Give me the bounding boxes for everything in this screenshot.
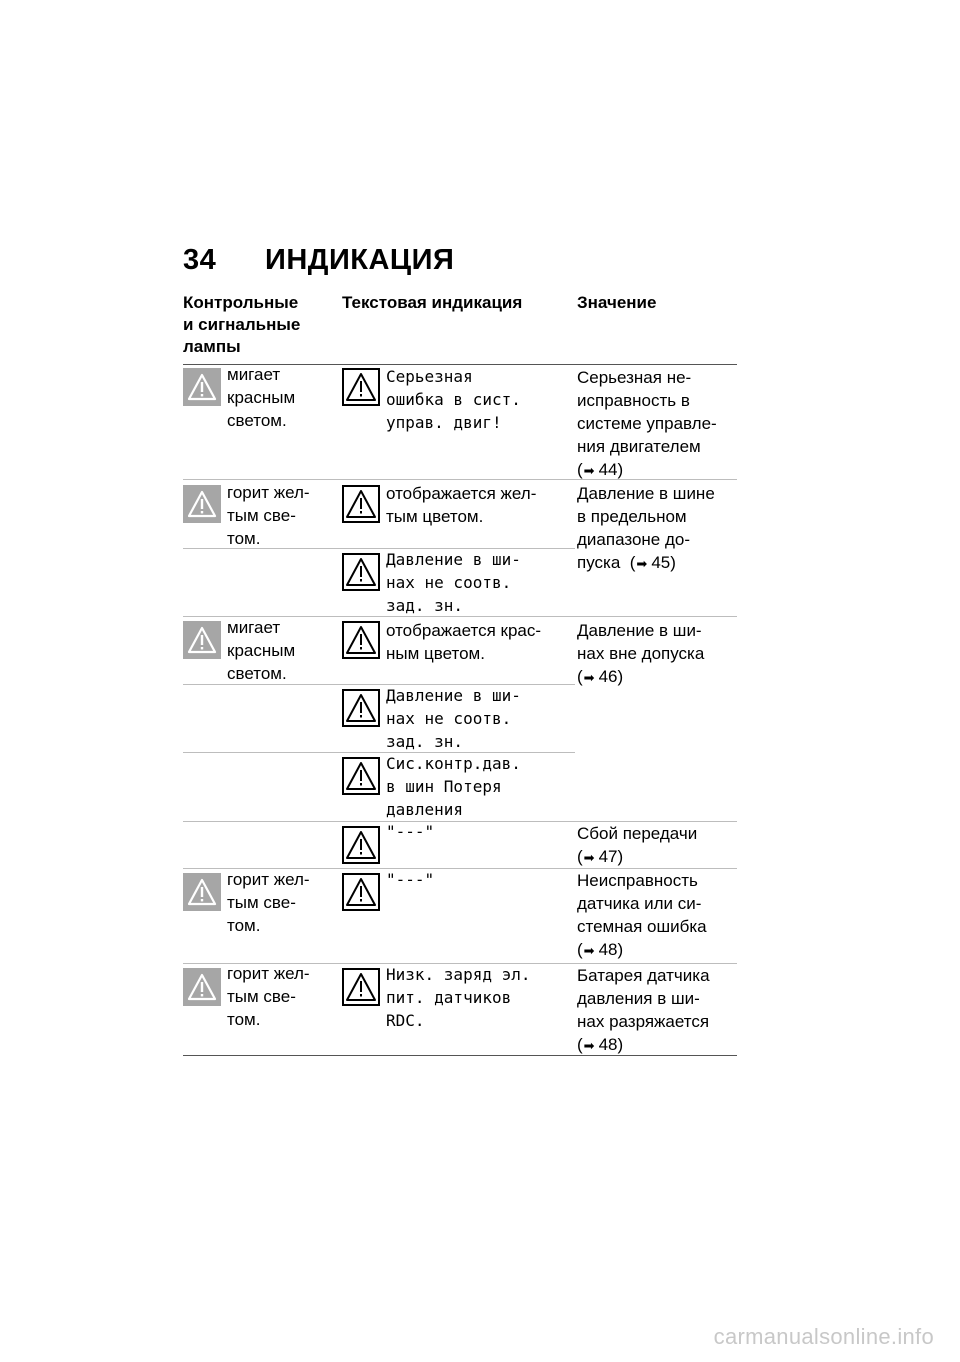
warning-triangle-icon <box>183 368 221 406</box>
warning-triangle-icon <box>342 621 380 659</box>
meaning-text: Давление в шине в предельном диапазоне до- пуска (➡ 45) <box>577 484 715 572</box>
display-message: отображается жел- тым цветом. <box>386 484 537 526</box>
warning-triangle-icon <box>183 485 221 523</box>
lamp-description: горит жел- тым све- том. <box>227 964 310 1029</box>
display-message: Серьезная ошибка в сист. управ. двиг! <box>386 367 521 432</box>
display-message: отображается крас- ным цветом. <box>386 621 542 663</box>
warning-triangle-icon <box>342 368 380 406</box>
meaning-text: Батарея датчика давления в ши- нах разряжается (➡ 48) <box>577 964 710 1057</box>
meaning-text: Давление в ши- нах вне допуска (➡ 46) <box>577 619 704 689</box>
meaning-text: Неисправность датчика или си- стемная ошибка (➡ 48) <box>577 869 707 962</box>
warning-triangle-icon <box>342 968 380 1006</box>
column-header-text: Текстовая индикация <box>342 293 523 312</box>
arrow-right-icon: ➡ <box>583 1038 595 1053</box>
arrow-right-icon: ➡ <box>583 943 595 958</box>
warning-triangle-icon <box>183 873 221 911</box>
column-header-meaning: Значение <box>577 293 657 312</box>
warning-triangle-icon <box>342 689 380 727</box>
display-message: "---" <box>386 870 435 889</box>
page-reference[interactable]: (➡ 44) <box>577 460 624 479</box>
lamp-description: горит жел- тым све- том. <box>227 483 310 548</box>
page-reference[interactable]: (➡ 47) <box>577 847 624 866</box>
warning-triangle-icon <box>342 873 380 911</box>
page-title: ИНДИКАЦИЯ <box>265 244 455 276</box>
arrow-right-icon: ➡ <box>583 850 595 865</box>
lamp-description: мигает красным светом. <box>227 618 296 683</box>
page-reference[interactable]: (➡ 48) <box>577 940 624 959</box>
warning-triangle-icon <box>342 826 380 864</box>
display-message: Давление в ши- нах не соотв. зад. зн. <box>386 686 521 751</box>
warning-triangle-icon <box>183 621 221 659</box>
page-header <box>183 244 454 277</box>
arrow-right-icon: ➡ <box>583 670 595 685</box>
page-number: 34 <box>183 244 217 276</box>
arrow-right-icon: ➡ <box>583 463 595 478</box>
column-header-lamps: Контрольные и сигнальные лампы <box>183 293 301 356</box>
warning-triangle-icon <box>342 757 380 795</box>
lamp-description: горит жел- тым све- том. <box>227 870 310 935</box>
arrow-right-icon: ➡ <box>636 556 648 571</box>
display-message: Низк. заряд эл. пит. датчиков RDC. <box>386 965 531 1030</box>
watermark: carmanualsonline.info <box>713 1324 934 1349</box>
warning-triangle-icon <box>342 485 380 523</box>
warning-triangle-icon <box>342 553 380 591</box>
page-reference[interactable]: (➡ 45) <box>629 553 676 572</box>
warning-triangle-icon <box>183 968 221 1006</box>
display-message: Давление в ши- нах не соотв. зад. зн. <box>386 550 521 615</box>
meaning-text: Сбой передачи (➡ 47) <box>577 822 697 869</box>
page-reference[interactable]: (➡ 48) <box>577 1035 624 1054</box>
display-message: Сис.контр.дав. в шин Потеря давления <box>386 754 521 819</box>
lamp-description: мигает красным светом. <box>227 365 296 430</box>
display-message: "---" <box>386 822 435 841</box>
page-reference[interactable]: (➡ 46) <box>577 667 624 686</box>
meaning-text: Серьезная не- исправность в системе управле- ния двигателем (➡ 44) <box>577 366 717 482</box>
